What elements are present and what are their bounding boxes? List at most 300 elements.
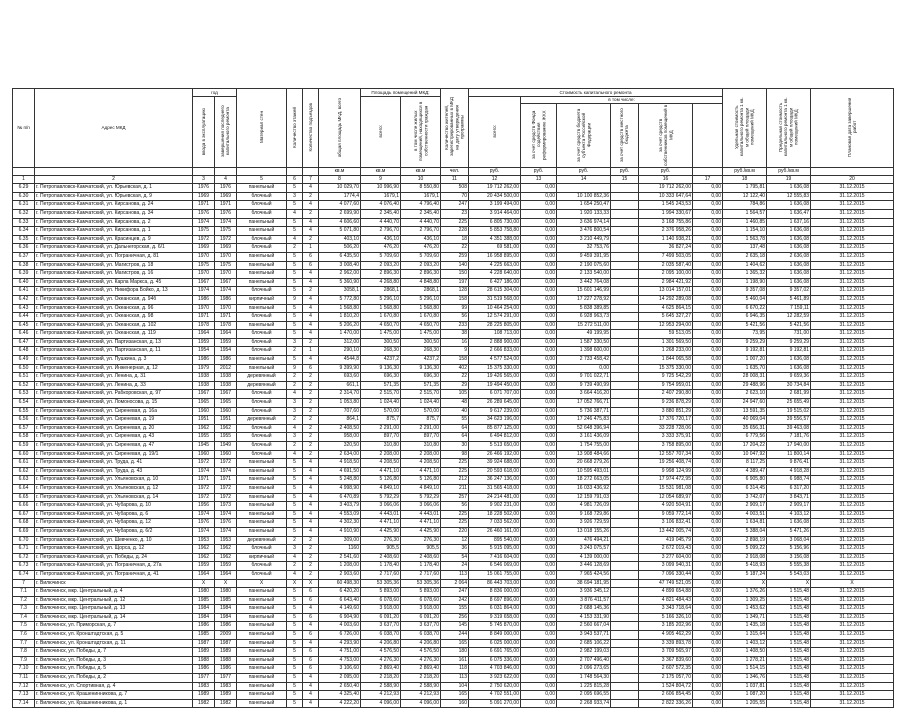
table-cell: 7.13 <box>13 691 35 700</box>
table-cell: кирпичный <box>237 553 287 562</box>
table-cell: 1974 <box>215 287 237 296</box>
table-cell: 5 <box>287 252 303 261</box>
table-cell: 6 <box>303 648 319 657</box>
table-cell: 5 461,89 <box>767 295 811 304</box>
table-row <box>13 347 894 356</box>
table-cell: 31.12.2015 <box>811 493 894 502</box>
table-cell <box>611 622 639 631</box>
table-cell: 4 139 000,00 <box>557 553 611 562</box>
table-row <box>13 373 894 382</box>
table-cell: 1 154,10 <box>723 227 767 236</box>
table-cell: 3 880 851,29 <box>639 407 693 416</box>
table-cell: 7 159,11 <box>767 304 811 313</box>
table-cell: 4 650,70 <box>401 321 441 330</box>
table-cell: 1976 <box>193 519 215 528</box>
table-cell: 9 259,29 <box>767 338 811 347</box>
table-cell: 31.12.2015 <box>811 227 894 236</box>
header-col-entrances: Количество подъездов <box>303 89 319 168</box>
table-cell: 2 636,08 <box>767 252 811 261</box>
table-cell: 6 988,74 <box>767 476 811 485</box>
table-cell: 4 920 504,91 <box>639 502 693 511</box>
table-cell: 5 <box>287 201 303 210</box>
table-cell: 0,00 <box>521 605 557 614</box>
table-cell: 402 <box>441 364 469 373</box>
table-cell: 2 685 106,22 <box>557 639 611 648</box>
table-cell: 1 475,00 <box>361 330 401 339</box>
address-cell: г. Петропавловск-Камчатский, ул. Сиреневая, д. 47 <box>35 442 193 451</box>
table-cell: 2 <box>303 424 319 433</box>
table-cell: 419 045,79 <box>639 536 693 545</box>
table-cell: 1953 <box>215 536 237 545</box>
table-cell: 1969 <box>215 192 237 201</box>
table-cell: 4 <box>303 493 319 502</box>
table-cell: панельный <box>237 648 287 657</box>
table-cell: 5 <box>287 467 303 476</box>
table-cell: 6 <box>303 596 319 605</box>
table-cell: 1 670,80 <box>401 313 441 322</box>
address-cell: г. Петропавловск-Камчатский, ул. Ульяновская, д. 10 <box>35 476 193 485</box>
table-cell: 4 <box>287 390 303 399</box>
table-cell: 38 694 181,95 <box>557 579 611 588</box>
table-cell: 23 <box>441 209 469 218</box>
table-cell: 696,30 <box>361 373 401 382</box>
table-cell: 1965 <box>193 399 215 408</box>
table-cell: 31.12.2015 <box>811 209 894 218</box>
table-cell: 1974 <box>193 467 215 476</box>
table-cell: 1 636,08 <box>767 235 811 244</box>
table-cell: 5 <box>287 682 303 691</box>
table-cell: 784,86 <box>723 201 767 210</box>
table-cell: 4 <box>303 519 319 528</box>
table-cell: 12 282,59 <box>767 313 811 322</box>
table-cell: 2 541,60 <box>319 553 361 562</box>
table-cell: 13 442 005,74 <box>639 527 693 536</box>
table-cell: 12 159 791,03 <box>557 493 611 502</box>
table-cell: 3 446 128,69 <box>557 562 611 571</box>
table-cell: 1962 <box>215 553 237 562</box>
table-row <box>13 321 894 330</box>
address-cell: г. Петропавловск-Камчатский, ул. Сиреневая, д. 19/1 <box>35 450 193 459</box>
table-cell: 6.70 <box>13 536 35 545</box>
table-cell: 7.12 <box>13 682 35 691</box>
table-cell: 1959 <box>215 338 237 347</box>
table-cell <box>611 570 639 579</box>
header-col-year-last-repair: завершения последнего капитального ремонта <box>215 97 237 168</box>
address-cell: г. Петропавловск-Камчатский, ул. Океанская, д. 96 <box>35 304 193 313</box>
table-cell: 5 645 327,27 <box>639 313 693 322</box>
table-cell: 1 636,08 <box>767 270 811 279</box>
table-cell: 6.74 <box>13 570 35 579</box>
column-index-cell: 1 <box>13 176 35 184</box>
table-cell: 17 052 766,71 <box>557 399 611 408</box>
table-cell: 9 168 729,86 <box>557 510 611 519</box>
table-cell: 31.12.2015 <box>811 639 894 648</box>
table-cell: 4 <box>287 235 303 244</box>
table-cell: 0,00 <box>693 493 723 502</box>
table-cell: 2 666 833,00 <box>469 347 521 356</box>
table-cell: 6 <box>303 588 319 597</box>
table-cell: 1 636,08 <box>767 201 811 210</box>
table-cell: 0,00 <box>693 184 723 193</box>
table-cell: 0,00 <box>521 674 557 683</box>
table-cell: 1 225 815,28 <box>557 682 611 691</box>
table-cell: 31.12.2015 <box>811 691 894 700</box>
table-cell: блочный <box>237 313 287 322</box>
table-cell: 9 136,30 <box>361 364 401 373</box>
table-cell: 2 133 540,00 <box>557 270 611 279</box>
table-cell <box>611 665 639 674</box>
table-cell: 1964 <box>215 570 237 579</box>
table-cell: 1967 <box>215 390 237 399</box>
table-cell: 0,00 <box>693 510 723 519</box>
table-cell: 875,7 <box>401 416 441 425</box>
table-cell: 958,00 <box>319 433 361 442</box>
table-cell: 2 <box>303 570 319 579</box>
table-cell: 2 218,20 <box>361 674 401 683</box>
table-cell: 5 418,93 <box>723 562 767 571</box>
table-cell: 0,00 <box>521 416 557 425</box>
table-cell: 1974 <box>193 218 215 227</box>
table-cell <box>611 631 639 640</box>
table-cell <box>611 605 639 614</box>
table-cell: 6.40 <box>13 278 35 287</box>
address-cell: г. Петропавловск-Камчатский, ул. Труда, д. 43 <box>35 467 193 476</box>
table-cell: 4 <box>303 502 319 511</box>
table-cell: 31.12.2015 <box>811 235 894 244</box>
table-cell: 1938 <box>193 373 215 382</box>
table-cell: 0,00 <box>693 424 723 433</box>
table-cell: 1 515,48 <box>767 613 811 622</box>
table-cell: 26 289 645,00 <box>469 399 521 408</box>
table-cell: 15 061 755,00 <box>469 570 521 579</box>
table-cell: 1960 <box>193 450 215 459</box>
table-cell: 1 404,62 <box>723 261 767 270</box>
table-cell: 2 688 145,36 <box>557 605 611 614</box>
table-cell: 1975 <box>215 227 237 236</box>
table-cell: 1 515,48 <box>767 596 811 605</box>
table-cell: 4 076,40 <box>361 201 401 210</box>
header-col-cost-total: всего: <box>469 97 521 168</box>
table-cell: 0,00 <box>693 699 723 708</box>
table-cell: 29 <box>441 381 469 390</box>
table-cell: 5 071,80 <box>319 227 361 236</box>
table-cell: 1964 <box>215 330 237 339</box>
table-cell: 0,00 <box>693 691 723 700</box>
table-cell: 211 <box>441 484 469 493</box>
table-cell: 5 <box>287 330 303 339</box>
table-cell <box>611 613 639 622</box>
table-cell: 9 725 542,29 <box>639 373 693 382</box>
table-cell: 19 515,02 <box>767 407 811 416</box>
address-cell: г. Петропавловск-Камчатский, ул. Юрьевская, д. 1 <box>35 184 193 193</box>
table-row <box>13 545 894 554</box>
table-cell: 4 440,70 <box>401 218 441 227</box>
table-row <box>13 459 894 468</box>
table-cell: 1988 <box>215 656 237 665</box>
table-cell: 1971 <box>193 476 215 485</box>
table-cell: 0,00 <box>521 648 557 657</box>
table-cell: 0,00 <box>693 450 723 459</box>
table-cell: 0,00 <box>693 278 723 287</box>
table-cell: 0,00 <box>693 252 723 261</box>
table-cell: 3 243 075,57 <box>557 545 611 554</box>
table-cell <box>611 562 639 571</box>
table-cell: 1986 <box>215 622 237 631</box>
table-cell: панельный <box>237 227 287 236</box>
table-cell: 1 024,40 <box>401 399 441 408</box>
table-cell: 3058,1 <box>319 287 361 296</box>
address-cell: г. Петропавловск-Камчатский, ул. Пограничная, д. 81 <box>35 252 193 261</box>
header-col-area-owned: в том числе жилых помещений, находящихся в собственности граждан <box>401 97 441 168</box>
table-cell: 6 779,56 <box>723 433 767 442</box>
table-cell: 6.60 <box>13 450 35 459</box>
header-col-fund: за счет средств Фонда содействия реформированию ЖКХ <box>521 103 557 168</box>
table-cell: 1960 <box>215 450 237 459</box>
header-col-owners: за счет средств собственников помещений в МКД <box>639 103 693 168</box>
table-cell: 1976 <box>193 184 215 193</box>
table-cell: 9 <box>287 295 303 304</box>
table-cell: 1 635,70 <box>723 364 767 373</box>
table-cell: 12 557 707,34 <box>639 450 693 459</box>
table-cell: 7.8 <box>13 648 35 657</box>
table-cell: 24 947,60 <box>723 399 767 408</box>
table-cell: 0,00 <box>693 235 723 244</box>
table-cell: 905,5 <box>361 545 401 554</box>
header-col-area-all: всего: <box>361 97 401 168</box>
table-cell: 6.66 <box>13 502 35 511</box>
header-col-no: № п/п <box>13 89 35 168</box>
table-cell: 3 936 345,12 <box>557 588 611 597</box>
table-cell: 137,48 <box>723 244 767 253</box>
table-row <box>13 278 894 287</box>
table-cell: 1960 <box>193 407 215 416</box>
table-cell: 4 905 462,29 <box>639 631 693 640</box>
table-cell: 31.12.2015 <box>811 699 894 708</box>
column-index-cell: 18 <box>723 176 767 184</box>
table-cell: 4 981 726,09 <box>557 502 611 511</box>
table-cell: 5 <box>287 656 303 665</box>
table-cell: 4 918,28 <box>767 467 811 476</box>
table-cell: 40 <box>441 407 469 416</box>
table-cell: 2 650,40 <box>319 682 361 691</box>
table-cell: 6.45 <box>13 321 35 330</box>
table-cell: 31.12.2015 <box>811 356 894 365</box>
table-cell: 31.12.2015 <box>811 622 894 631</box>
table-cell <box>611 536 639 545</box>
table-cell: 6.68 <box>13 519 35 528</box>
table-cell: 0,00 <box>521 321 557 330</box>
table-cell: 85 877 125,00 <box>469 424 521 433</box>
table-cell: 1983 <box>193 682 215 691</box>
table-cell: 2 208,00 <box>361 450 401 459</box>
table-cell: 6.33 <box>13 218 35 227</box>
table-cell: 6.58 <box>13 433 35 442</box>
table-cell: 10 464 254,00 <box>469 304 521 313</box>
table-cell: 1 636,08 <box>767 261 811 270</box>
column-index-cell: 15 <box>611 176 639 184</box>
table-cell: 16 958 895,00 <box>469 252 521 261</box>
table-cell: 5 853 758,80 <box>469 227 521 236</box>
table-cell: панельный <box>237 596 287 605</box>
table-cell: 2 588,90 <box>361 682 401 691</box>
table-cell: 2 <box>303 381 319 390</box>
table-cell: 6 643,40 <box>319 596 361 605</box>
table-cell: 3 068,04 <box>767 536 811 545</box>
table-cell: 1 545 243,53 <box>639 201 693 210</box>
table-cell: 2 095,00 <box>319 674 361 683</box>
table-cell: 4 208,50 <box>361 459 401 468</box>
table-cell: 26 460 161,00 <box>469 527 521 536</box>
table-cell: 3 637,70 <box>401 622 441 631</box>
table-cell: 1984 <box>193 605 215 614</box>
table-cell: 6 420,20 <box>319 588 361 597</box>
header-cost-group: Стоимость капитального ремонта <box>469 89 723 97</box>
table-cell: 4 753,00 <box>319 656 361 665</box>
table-cell: 19 256 408,74 <box>639 459 693 468</box>
address-cell: г. Петропавловск-Камчатский, ул. Пограничная, д. 27а <box>35 562 193 571</box>
table-cell: 5 745 870,00 <box>469 622 521 631</box>
table-cell: 15 601 146,99 <box>557 287 611 296</box>
table-cell: 5 187,24 <box>723 570 767 579</box>
table-cell: 5 <box>287 484 303 493</box>
table-cell: 0,00 <box>693 502 723 511</box>
column-index-cell: 2 <box>35 176 193 184</box>
table-cell: 0,00 <box>521 510 557 519</box>
table-cell: 0,00 <box>521 261 557 270</box>
table-cell: 0,00 <box>693 588 723 597</box>
table-cell: 1971 <box>193 201 215 210</box>
table-cell: 1972 <box>215 484 237 493</box>
column-index-cell: 14 <box>557 176 611 184</box>
table-cell <box>611 596 639 605</box>
table-cell: 4 <box>287 209 303 218</box>
table-cell: 4 <box>303 218 319 227</box>
table-cell: 0,00 <box>521 622 557 631</box>
table-cell: панельный <box>237 356 287 365</box>
capital-repair-register-table <box>12 88 894 708</box>
table-cell: блочный <box>237 424 287 433</box>
address-cell: г. Петропавловск-Камчатский, ул. Партизанская, д. 13 <box>35 338 193 347</box>
table-cell: 1 365,32 <box>723 270 767 279</box>
table-cell: 4 103,12 <box>767 510 811 519</box>
table-cell: 31.12.2015 <box>811 381 894 390</box>
table-cell: 2 <box>287 373 303 382</box>
table-row <box>13 201 894 210</box>
table-cell: 895 540,00 <box>469 536 521 545</box>
table-cell: блочный <box>237 399 287 408</box>
table-cell: 0,00 <box>693 390 723 399</box>
table-cell: 212 <box>441 476 469 485</box>
table-cell: 6 <box>303 631 319 640</box>
table-cell <box>611 399 639 408</box>
table-cell: 4 576,50 <box>401 648 441 657</box>
table-cell: 5 709,60 <box>361 252 401 261</box>
table-cell: 1 309,25 <box>723 596 767 605</box>
table-cell: блочный <box>237 407 287 416</box>
table-cell <box>611 278 639 287</box>
table-cell: 1974 <box>215 218 237 227</box>
address-cell: г. Петропавловск-Камчатский, ул. Победы, д. 24 <box>35 553 193 562</box>
table-cell: 0,00 <box>693 562 723 571</box>
table-cell: 18 <box>441 235 469 244</box>
table-cell: 2 <box>287 381 303 390</box>
table-cell: 1960 <box>215 407 237 416</box>
table-cell: 2 <box>303 209 319 218</box>
address-cell: г. Вилючинск, мкр. Центральный, д. 13 <box>35 605 193 614</box>
table-cell: 6.30 <box>13 192 35 201</box>
table-cell: 4 <box>303 699 319 708</box>
table-cell: 1 810,20 <box>319 313 361 322</box>
table-cell: 2 <box>303 450 319 459</box>
table-cell: 2 345,40 <box>401 209 441 218</box>
unit-cell: руб. <box>521 168 557 176</box>
table-cell: 6 038,70 <box>401 631 441 640</box>
table-cell: 31.12.2015 <box>811 656 894 665</box>
table-cell: 2 376 958,26 <box>639 227 693 236</box>
address-cell: г. Петропавловск-Камчатский, ул. Кирсанова, д. 1 <box>35 227 193 236</box>
table-row <box>13 665 894 674</box>
table-cell: 7.10 <box>13 665 35 674</box>
table-cell: 4 <box>303 691 319 700</box>
table-cell: 6.51 <box>13 373 35 382</box>
table-cell: 4 <box>303 674 319 683</box>
address-cell: г. Петропавловск-Камчатский, ул. Дальнегорская, д. 6/1 <box>35 244 193 253</box>
table-cell: панельный <box>237 631 287 640</box>
table-cell: 39 463,08 <box>767 424 811 433</box>
table-cell: 4 <box>287 553 303 562</box>
table-cell: 5 <box>287 459 303 468</box>
table-cell: 9 <box>287 364 303 373</box>
table-row <box>13 364 894 373</box>
table-cell: 31.12.2015 <box>811 244 894 253</box>
column-index-cell: 13 <box>521 176 557 184</box>
table-cell: 9 659,36 <box>767 373 811 382</box>
table-cell: 6.47 <box>13 338 35 347</box>
table-cell: 1972 <box>193 484 215 493</box>
table-cell: 5 <box>287 227 303 236</box>
table-cell <box>611 347 639 356</box>
table-cell: 0,00 <box>521 270 557 279</box>
table-cell: 1 398 600,00 <box>557 347 611 356</box>
table-cell <box>611 390 639 399</box>
table-cell: 2 <box>303 433 319 442</box>
table-cell: 5 <box>287 476 303 485</box>
table-row <box>13 261 894 270</box>
table-cell: 64 <box>441 433 469 442</box>
table-cell: 276,30 <box>401 536 441 545</box>
table-cell: 6 078,60 <box>361 596 401 605</box>
table-cell: 86 443 703,00 <box>469 579 521 588</box>
table-cell: 1959 <box>193 562 215 571</box>
table-cell: 145 <box>441 622 469 631</box>
table-cell: 53 305,36 <box>401 579 441 588</box>
table-cell: 20 434 500,00 <box>469 192 521 201</box>
table-cell: 7.3 <box>13 605 35 614</box>
table-cell: 5 <box>287 519 303 528</box>
table-cell: 1971 <box>193 313 215 322</box>
address-cell: г. Петропавловск-Камчатский, ул. Чубарова, д. 10 <box>35 502 193 511</box>
table-cell: 310,80 <box>401 442 441 451</box>
table-cell: 2 822 336,26 <box>639 699 693 708</box>
table-cell: 1989 <box>193 691 215 700</box>
table-cell: 0,00 <box>693 201 723 210</box>
table-cell: 17 227 278,92 <box>557 295 611 304</box>
table-cell: 2 869,40 <box>401 665 441 674</box>
table-cell: 1 346,76 <box>723 674 767 683</box>
table-cell: 2 898,19 <box>723 536 767 545</box>
address-cell: г. Петропавловск-Камчатский, ул. Шевченко, д. 10 <box>35 536 193 545</box>
header-col-year-commission: ввода в эксплуатацию <box>193 97 215 168</box>
